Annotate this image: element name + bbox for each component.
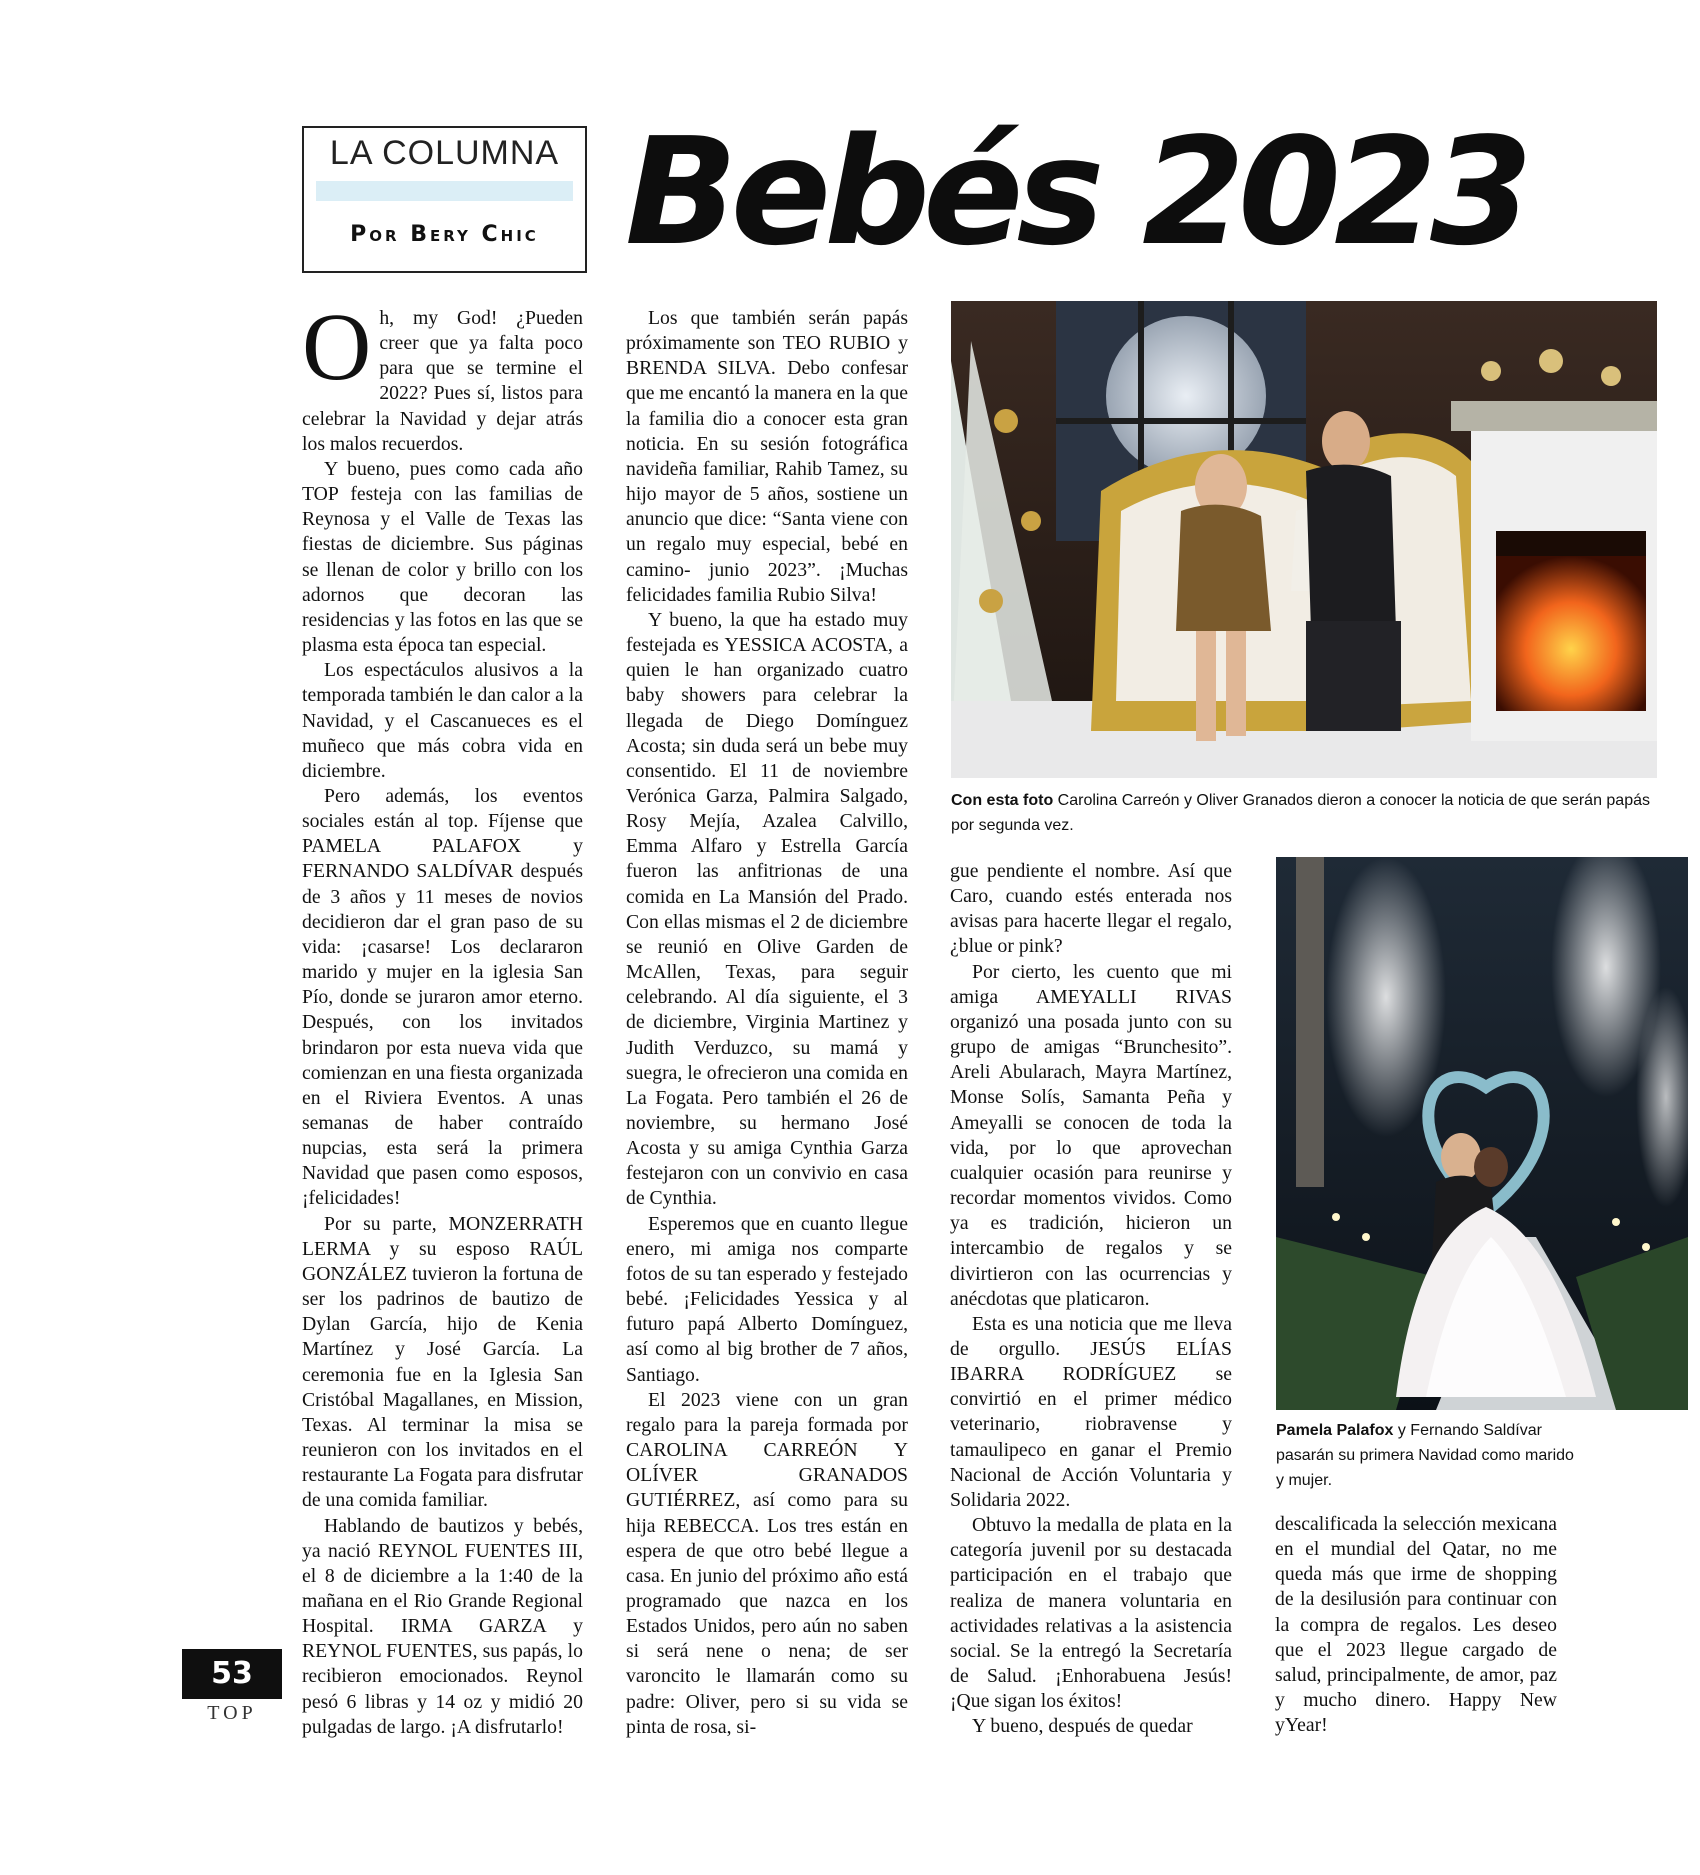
drop-cap: O: [302, 293, 372, 400]
column-author: Por Bery Chic: [350, 222, 539, 247]
paragraph: Por su parte, MONZERRATH LERMA y su esposo RAÚL GONZÁLEZ tuvieron la fortuna de ser los padrinos de bautizo de Dylan García, hijo de Kenia Martínez y José García. La ceremonia fue en la Iglesia San Cristóbal Magallanes, en Mission, Texas. Al terminar la misa se reunieron con los invitados en el restaurante La Fogata para disfrutar de una comida familiar.: [302, 1212, 583, 1512]
paragraph: Por cierto, les cuento que mi amiga AMEYALLI RIVAS organizó una posada junto con su grupo de amigas “Brunchesito”. Areli Abularach, Mayra Martínez, Monse Solís, Samanta Peña y Ameyalli se conocen de toda la vida, por lo que aprovechan cualquier ocasión para reunirse y recordar momentos vividos. Como ya es tradición, hicieron un intercambio de regalos y se divirtieron con las ocurrencias y anécdotas que platicaron.: [950, 960, 1232, 1310]
paragraph: Esta es una noticia que me lleva de orgullo. JESÚS ELÍAS IBARRA RODRÍGUEZ se convirtió en el primer médico veterinario, riobravense y tamaulipeco en ganar el Premio Nacional de Acción Voluntaria y Solidaria 2022.: [950, 1312, 1232, 1511]
column-header-box: [302, 126, 587, 273]
caption-lead: Con esta foto: [951, 792, 1054, 809]
paragraph: Y bueno, después de quedar: [972, 1715, 1193, 1738]
photo-caption-2: [1276, 1418, 1576, 1493]
text-column-1: [302, 293, 583, 1740]
family-christmas-photo-image: [951, 301, 1657, 778]
text-column-2: [626, 306, 908, 1740]
caption-text: Carolina Carreón y Oliver Granados dieron a conocer la noticia de que serán papás por segunda vez.: [951, 792, 1650, 834]
paragraph: Y bueno, pues como cada año TOP festeja con las familias de Reynosa y el Valle de Texas las fiestas de diciembre. Sus páginas se llenan de color y brillo con los adornos que decoran las residencias y las fotos en las que se plasma esta época tan especial.: [302, 457, 583, 657]
paragraph: Y bueno, la que ha estado muy festejada es YESSICA ACOSTA, a quien le han organizado cuatro baby showers para celebrar la llegada de Diego Domínguez Acosta; sin duda será un bebe muy consentido. El 11 de noviembre Verónica Garza, Palmira Salgado, Rosy Mejía, Azalea Calvillo, Emma Alfaro y Estrella García fueron las anfitrionas de una comida en La Mansión del Prado. Con ellas mismas el 2 de diciembre se reunió en Olive Garden de McAllen, Texas, para seguir celebrando. Al día siguiente, el 3 de diciembre, Virginia Martinez y Judith Verduzco, su mamá y suegra, le ofrecieron una comida en La Fogata. Pero también el 26 de noviembre, su hermano José Acosta y su amiga Cynthia Garza festejaron con un convivio en casa de Cynthia.: [626, 608, 908, 1210]
paragraph: Pero además, los eventos sociales están al top. Fíjense que PAMELA PALAFOX y FERNANDO SALDÍVAR después de 3 años y 11 meses de novios decidieron dar el gran paso de su vida: ¡casarse! Los declararon marido y mujer en la iglesia San Pío, donde se juraron amor eterno. Después, con los invitados brindaron por esta nueva vida que comienzan en una fiesta organizada en el Riviera Eventos. A unas semanas de haber contraído nupcias, esta será la primera Navidad que pasen como esposos, ¡felicidades!: [302, 784, 583, 1210]
family-christmas-photo: [951, 301, 1657, 778]
wedding-photo-image: [1276, 857, 1688, 1410]
caption-lead: Pamela Palafox: [1276, 1422, 1394, 1439]
paragraph: El 2023 viene con un gran regalo para la pareja formada por CAROLINA CARREÓN Y OLÍVER GRANADOS GUTIÉRREZ, así como para su hija REBECCA. Los tres están en espera de que otro bebé llegue a casa. En junio del próximo año está programado que nazca en los Estados Unidos, pero aún no saben si será nene o nena; de ser varoncito le llamarán como su padre: Oliver, pero si su vida se pinta de rosa, si-: [626, 1388, 908, 1738]
page-number: 53: [182, 1649, 282, 1699]
paragraph-text: h, my God! ¿Pueden creer que ya falta poco para que se termine el 2022? Pues sí, listos para celebrar la Navidad y dejar atrás los malos recuerdos.: [302, 307, 583, 455]
text-column-4: [1275, 1512, 1557, 1738]
headline: Bebés 2023: [625, 106, 1527, 278]
paragraph: gue pendiente el nombre. Así que Caro, cuando estés enterada nos avisas para hacerte llegar el regalo, ¿blue or pink?: [950, 860, 1232, 958]
paragraph: [302, 293, 583, 457]
page-label: TOP: [207, 1702, 257, 1724]
paragraph: Hablando de bautizos y bebés, ya nació REYNOL FUENTES III, el 8 de diciembre a la 1:40 de la mañana en el Rio Grande Regional Hospital. IRMA GARZA y REYNOL FUENTES, sus papás, lo recibieron emocionados. Reynol pesó 6 libras y 14 oz y midió 20 pulgadas de largo. ¡A disfrutarlo!: [302, 1514, 583, 1738]
caption-text: y Fernando Saldívar pasarán su primera Navidad como marido y mujer.: [1276, 1422, 1574, 1489]
column-label: LA COLUMNA: [329, 134, 560, 172]
paragraph: Obtuvo la medalla de plata en la categoría juvenil por su destacada participación en el trabajo que realiza de manera voluntaria en actividades relativas a la asistencia social. Se la entregó la Secretaría de Salud. ¡Enhorabuena Jesús! ¡Que sigan los éxitos!: [950, 1514, 1232, 1713]
paragraph: descalificada la selección mexicana en el mundial del Qatar, no me queda más que irme de shopping de la desilusión para continuar con la compra de regalos. Les deseo que el 2023 llegue cargado de salud, principalmente, de amor, paz y mucho dinero. Happy New yYear!: [1275, 1513, 1557, 1737]
paragraph: Esperemos que en cuanto llegue enero, mi amiga nos comparte fotos de su tan esperado y festejado bebé. ¡Felicidades Yessica y al futuro papá Alberto Domínguez, así como al big brother de 7 años, Santiago.: [626, 1212, 908, 1386]
paragraph: Los espectáculos alusivos a la temporada también le dan calor a la Navidad, y el Cascanueces es el muñeco que más cobra vida en diciembre.: [302, 659, 583, 782]
photo-caption-1: [951, 788, 1657, 838]
paragraph: Los que también serán papás próximamente son TEO RUBIO y BRENDA SILVA. Debo confesar que me encantó la manera en la que la familia dio a conocer esta gran noticia. En su sesión fotográfica navideña familiar, Rahib Tamez, su hijo mayor de 5 años, sostiene un anuncio que dice: “Santa viene con un regalo muy especial, bebé en camino- junio 2023”. ¡Muchas felicidades familia Rubio Silva!: [626, 307, 908, 606]
wedding-photo: [1276, 857, 1688, 1410]
column-accent-bar: [316, 181, 573, 201]
text-column-3: [950, 859, 1232, 1739]
